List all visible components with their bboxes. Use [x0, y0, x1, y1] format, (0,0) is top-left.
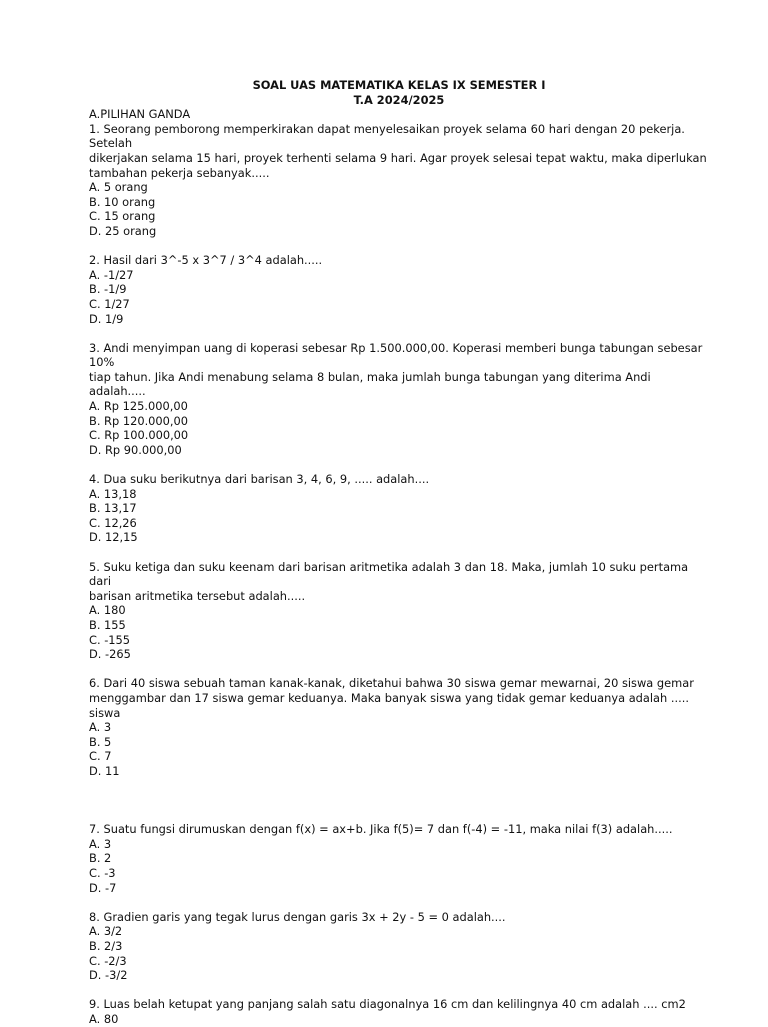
question-1 [89, 122, 709, 239]
spacer [89, 326, 709, 341]
option-c: C. -2/3 [89, 953, 127, 968]
question-stem-line: menggambar dan 17 siswa gemar keduanya. Maka banyak siswa yang tidak gemar keduanya adalah ..... siswa [89, 690, 689, 720]
section-title: A.PILIHAN GANDA [89, 107, 191, 122]
question-stem-line: tambahan pekerja sebanyak..... [89, 165, 270, 180]
option-d: D. 25 orang [89, 223, 157, 238]
option-d: D. 11 [89, 763, 120, 778]
option-b: B. 10 orang [89, 194, 156, 209]
spacer [89, 239, 709, 254]
spacer [89, 545, 709, 560]
question-stem-line: 9. Luas belah ketupat yang panjang salah satu diagonalnya 16 cm dan kelilingnya 40 cm adalah .... cm2 [89, 997, 686, 1012]
question-stem-line: 7. Suatu fungsi dirumuskan dengan f(x) = ax+b. Jika f(5)= 7 dan f(-4) = -11, maka nilai f(3) adalah..... [89, 822, 673, 837]
option-b: B. 2 [89, 851, 112, 866]
option-a: A. 3 [89, 720, 112, 735]
option-d: D. -7 [89, 880, 117, 895]
option-a: A. 3/2 [89, 924, 123, 939]
question-5 [89, 560, 709, 662]
question-stem-line: 4. Dua suku berikutnya dari barisan 3, 4, 6, 9, ..... adalah.... [89, 472, 430, 487]
spacer [89, 895, 709, 910]
option-a: A. 3 [89, 836, 112, 851]
option-c: C. 15 orang [89, 209, 156, 224]
question-stem-line: 1. Seorang pemborong memperkirakan dapat menyelesaikan proyek selama 60 hari dengan 20 pekerja. Setelah [89, 121, 685, 151]
question-7 [89, 822, 709, 895]
option-a: A. 180 [89, 603, 126, 618]
option-c: C. -155 [89, 632, 131, 647]
question-9 [89, 997, 709, 1026]
option-b: B. 5 [89, 734, 112, 749]
option-b: B. 155 [89, 617, 126, 632]
option-b: B. -1/9 [89, 282, 127, 297]
spacer [89, 662, 709, 677]
question-stem-line: tiap tahun. Jika Andi menabung selama 8 bulan, maka jumlah bunga tabungan yang diterima Andi adalah..... [89, 369, 651, 399]
option-d: D. -3/2 [89, 968, 128, 983]
question-4 [89, 472, 709, 545]
document-title: SOAL UAS MATEMATIKA KELAS IX SEMESTER I [252, 78, 546, 92]
option-b: B. 2/3 [89, 939, 123, 954]
question-stem-line: 6. Dari 40 siswa sebuah taman kanak-kanak, diketahui bahwa 30 siswa gemar mewarnai, 20 siswa gemar [89, 676, 694, 691]
academic-year: T.A 2024/2025 [353, 92, 445, 107]
question-stem-line: 5. Suku ketiga dan suku keenam dari barisan aritmetika adalah 3 dan 18. Maka, jumlah 10 suku pertama dari [89, 559, 689, 589]
question-3 [89, 341, 709, 458]
option-c: C. 7 [89, 749, 112, 764]
question-stem-line: 2. Hasil dari 3^-5 x 3^7 / 3^4 adalah..... [89, 253, 323, 268]
option-d: D. 12,15 [89, 530, 138, 545]
option-a: A. Rp 125.000,00 [89, 399, 188, 414]
spacer [89, 983, 709, 998]
option-c: C. -3 [89, 866, 116, 881]
option-b: B. Rp 120.000,00 [89, 413, 189, 428]
question-8 [89, 910, 709, 983]
spacer [89, 457, 709, 472]
document-page [89, 78, 709, 1027]
question-stem-line: 3. Andi menyimpan uang di koperasi sebesar Rp 1.500.000,00. Koperasi memberi bunga tabungan sebesar 10% [89, 340, 703, 370]
option-a: A. 13,18 [89, 486, 137, 501]
option-c: C. 1/27 [89, 296, 130, 311]
option-c: C. Rp 100.000,00 [89, 428, 189, 443]
option-a: A. 5 orang [89, 180, 148, 195]
spacer [89, 779, 709, 823]
question-stem-line: 8. Gradien garis yang tegak lurus dengan garis 3x + 2y - 5 = 0 adalah.... [89, 909, 506, 924]
option-a: A. 80 [89, 1012, 119, 1027]
option-d: D. 1/9 [89, 311, 124, 326]
question-stem-line: dikerjakan selama 15 hari, proyek terhenti selama 9 hari. Agar proyek selesai tepat waktu, maka diperlukan [89, 150, 707, 165]
document-header [89, 78, 709, 107]
option-a: A. -1/27 [89, 267, 134, 282]
question-stem-line: barisan aritmetika tersebut adalah..... [89, 588, 306, 603]
question-2 [89, 253, 709, 326]
option-b: B. 13,17 [89, 501, 137, 516]
option-c: C. 12,26 [89, 515, 137, 530]
question-6 [89, 676, 709, 778]
option-d: D. Rp 90.000,00 [89, 442, 182, 457]
option-d: D. -265 [89, 647, 131, 662]
